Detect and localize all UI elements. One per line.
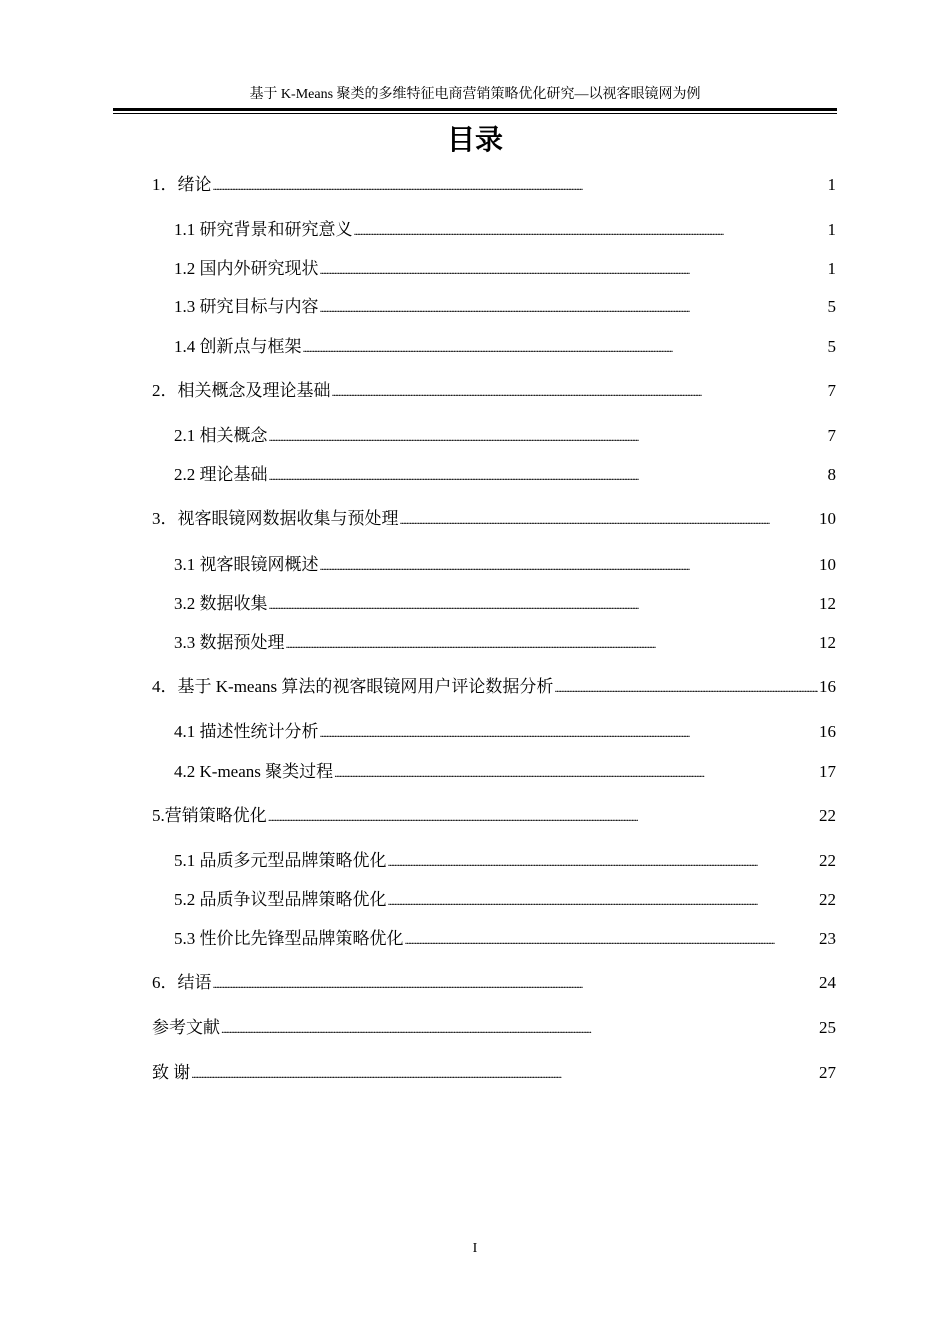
toc-entry-section[interactable] xyxy=(174,218,836,242)
toc-entry-page: 12 xyxy=(819,633,836,652)
toc-entry-page: 1 xyxy=(827,220,836,239)
toc-entry-page: 22 xyxy=(819,851,836,870)
toc-dot-leader xyxy=(213,971,819,995)
toc-entry-section[interactable] xyxy=(174,592,836,616)
toc-entry-page: 16 xyxy=(819,722,836,741)
toc-entry-page: 24 xyxy=(819,973,836,992)
toc-dot-leader xyxy=(269,424,827,448)
toc-dot-leader xyxy=(221,1016,818,1040)
toc-entry-label: 1.2 国内外研究现状 xyxy=(174,259,319,278)
toc-entry-label: 3.2 数据收集 xyxy=(174,594,268,613)
toc-entry-page: 8 xyxy=(827,465,836,484)
toc-dot-leader xyxy=(269,463,827,487)
toc-entry-label: 4．基于 K-means 算法的视客眼镜网用户评论数据分析 xyxy=(152,677,554,696)
toc-entry-section[interactable] xyxy=(174,760,836,784)
header-rule-thin xyxy=(113,113,837,114)
toc-entry-section[interactable] xyxy=(174,257,836,281)
toc-entry-page: 16 xyxy=(819,677,836,696)
toc-entry-chapter[interactable] xyxy=(152,804,836,828)
toc-entry-page: 27 xyxy=(819,1063,836,1082)
toc-entry-page: 25 xyxy=(819,1018,836,1037)
toc-dot-leader xyxy=(388,888,819,912)
toc-entry-label: 3.3 数据预处理 xyxy=(174,633,285,652)
toc-entry-label: 5.营销策略优化 xyxy=(152,806,267,825)
toc-entry-label: 6．结语 xyxy=(152,973,212,992)
toc-entry-section[interactable] xyxy=(174,927,836,951)
toc-entry-label: 2.2 理论基础 xyxy=(174,465,268,484)
toc-entry-page: 23 xyxy=(819,929,836,948)
toc-entry-page: 22 xyxy=(819,806,836,825)
toc-dot-leader xyxy=(303,335,827,359)
toc-entry-page: 7 xyxy=(827,381,836,400)
toc-dot-leader xyxy=(191,1061,818,1085)
toc-dot-leader xyxy=(400,507,819,531)
toc-dot-leader xyxy=(286,631,819,655)
toc-entry-label: 1.1 研究背景和研究意义 xyxy=(174,220,353,239)
toc-dot-leader xyxy=(268,804,818,828)
toc-entry-page: 17 xyxy=(819,762,836,781)
toc-entry-label: 3．视客眼镜网数据收集与预处理 xyxy=(152,509,399,528)
toc-entry-label: 1.4 创新点与框架 xyxy=(174,337,302,356)
toc-dot-leader xyxy=(213,173,827,197)
toc-dot-leader xyxy=(332,379,827,403)
toc-entry-chapter[interactable] xyxy=(152,379,836,403)
toc-dot-leader xyxy=(320,720,819,744)
toc-entry-chapter[interactable] xyxy=(152,1061,836,1085)
toc-entry-label: 2.1 相关概念 xyxy=(174,426,268,445)
toc-dot-leader xyxy=(269,592,819,616)
toc-entry-page: 1 xyxy=(827,259,836,278)
toc-entry-chapter[interactable] xyxy=(152,971,836,995)
toc-entry-chapter[interactable] xyxy=(152,675,836,699)
toc-entry-label: 4.1 描述性统计分析 xyxy=(174,722,319,741)
toc-entry-section[interactable] xyxy=(174,295,836,319)
toc-entry-label: 参考文献 xyxy=(152,1018,220,1037)
toc-dot-leader xyxy=(320,295,827,319)
toc-dot-leader xyxy=(354,218,827,242)
toc-entry-chapter[interactable] xyxy=(152,173,836,197)
toc-dot-leader xyxy=(554,675,818,699)
toc-entry-label: 1.3 研究目标与内容 xyxy=(174,297,319,316)
toc-dot-leader xyxy=(405,927,819,951)
toc-entry-chapter[interactable] xyxy=(152,1016,836,1040)
toc-entry-page: 12 xyxy=(819,594,836,613)
toc-entry-section[interactable] xyxy=(174,720,836,744)
toc-dot-leader xyxy=(334,760,818,784)
toc-entry-page: 7 xyxy=(827,426,836,445)
toc-dot-leader xyxy=(320,257,827,281)
toc-entry-page: 5 xyxy=(827,337,836,356)
toc-entry-label: 5.3 性价比先锋型品牌策略优化 xyxy=(174,929,404,948)
header-rule-thick xyxy=(113,108,837,111)
toc-dot-leader xyxy=(388,849,819,873)
toc-entry-page: 1 xyxy=(827,175,836,194)
toc-entry-section[interactable] xyxy=(174,463,836,487)
toc-entry-page: 5 xyxy=(827,297,836,316)
toc-entry-label: 致 谢 xyxy=(152,1063,191,1082)
toc-entry-section[interactable] xyxy=(174,553,836,577)
toc-entry-section[interactable] xyxy=(174,424,836,448)
toc-entry-page: 22 xyxy=(819,890,836,909)
toc-title: 目录 xyxy=(446,123,503,156)
page-number: I xyxy=(472,1241,478,1256)
toc-entry-label: 1．绪论 xyxy=(152,175,212,194)
toc-entry-label: 3.1 视客眼镜网概述 xyxy=(174,555,319,574)
toc-dot-leader xyxy=(320,553,819,577)
toc-entry-label: 5.1 品质多元型品牌策略优化 xyxy=(174,851,387,870)
toc-entry-label: 5.2 品质争议型品牌策略优化 xyxy=(174,890,387,909)
toc-entry-label: 2．相关概念及理论基础 xyxy=(152,381,331,400)
toc-entry-section[interactable] xyxy=(174,888,836,912)
toc-entry-section[interactable] xyxy=(174,849,836,873)
toc-entry-page: 10 xyxy=(819,555,836,574)
running-header: 基于 K-Means 聚类的多维特征电商营销策略优化研究—以视客眼镜网为例 xyxy=(249,87,701,102)
toc-entry-section[interactable] xyxy=(174,335,836,359)
toc-entry-page: 10 xyxy=(819,509,836,528)
toc-entry-chapter[interactable] xyxy=(152,507,836,531)
toc-entry-label: 4.2 K-means 聚类过程 xyxy=(174,762,334,781)
toc-entry-section[interactable] xyxy=(174,631,836,655)
